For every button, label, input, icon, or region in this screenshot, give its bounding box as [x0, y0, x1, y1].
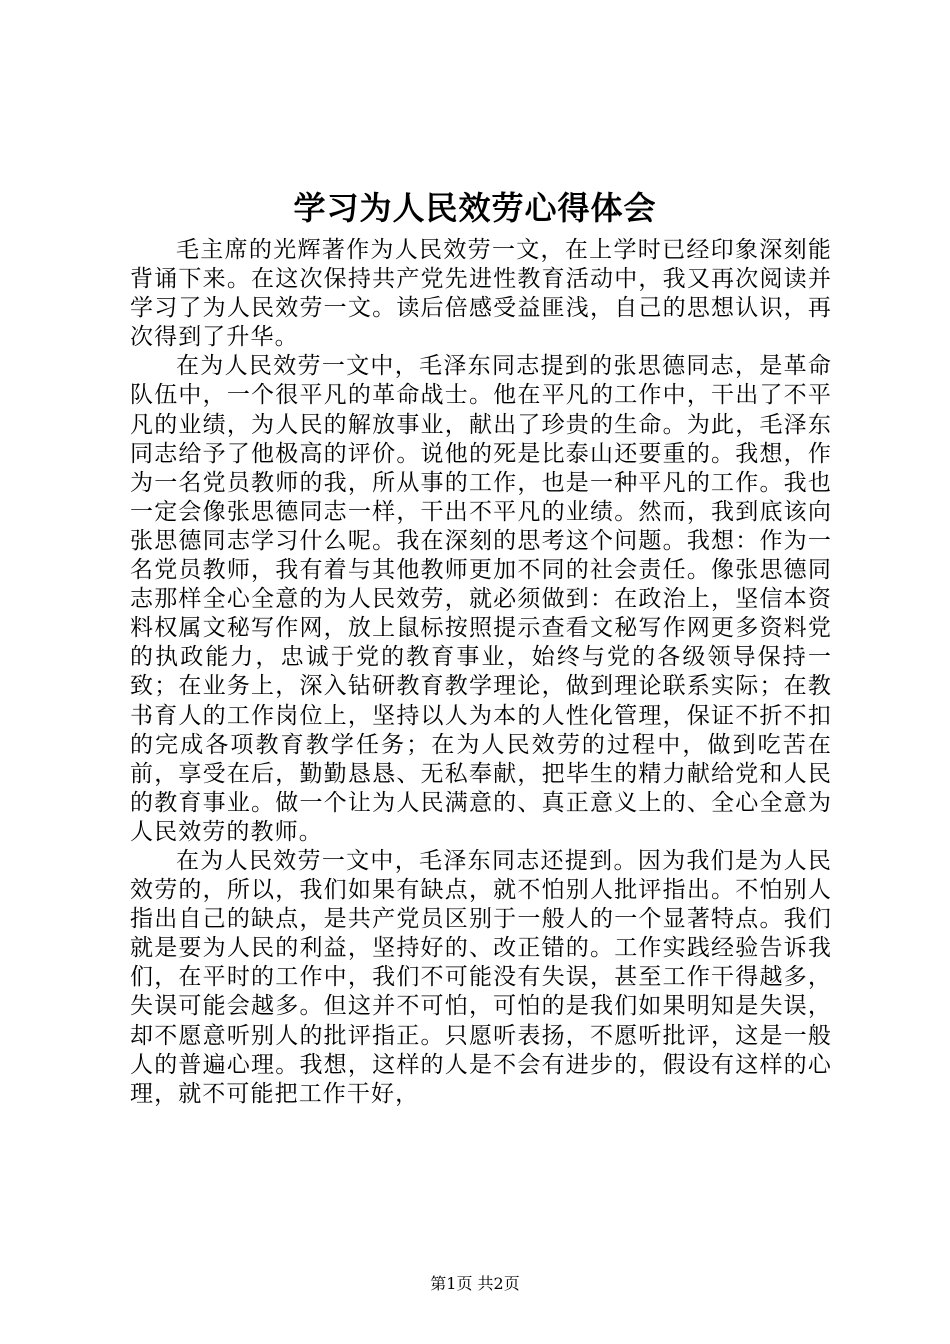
body-paragraph-1: 毛主席的光辉著作为人民效劳一文，在上学时已经印象深刻能背诵下来。在这次保持共产党先进性教育活动中，我又再次阅读并学习了为人民效劳一文。读后倍感受益匪浅，自己的思想认识，再次得到了升华。	[130, 237, 832, 351]
body-paragraph-2: 在为人民效劳一文中，毛泽东同志提到的张思德同志，是革命队伍中，一个很平凡的革命战士。他在平凡的工作中，干出了不平凡的业绩，为人民的解放事业，献出了珍贵的生命。为此，毛泽东同志给予了他极高的评价。说他的死是比泰山还要重的。我想，作为一名党员教师的我，所从事的工作，也是一种平凡的工作。我也一定会像张思德同志一样，干出不平凡的业绩。然而，我到底该向张思德同志学习什么呢。我在深刻的思考这个问题。我想：作为一名党员教师，我有着与其他教师更加不同的社会责任。像张思德同志那样全心全意的为人民效劳，就必须做到：在政治上，坚信本资料权属文秘写作网，放上鼠标按照提示查看文秘写作网更多资料党的执政能力，忠诚于党的教育事业，始终与党的各级领导保持一致；在业务上，深入钻研教育教学理论，做到理论联系实际；在教书育人的工作岗位上，坚持以人为本的人性化管理，保证不折不扣的完成各项教育教学任务；在为人民效劳的过程中，做到吃苦在前，享受在后，勤勤恳恳、无私奉献，把毕生的精力献给党和人民的教育事业。做一个让为人民满意的、真正意义上的、全心全意为人民效劳的教师。	[130, 353, 832, 845]
body-paragraph-3: 在为人民效劳一文中，毛泽东同志还提到。因为我们是为人民效劳的，所以，我们如果有缺点，就不怕别人批评指出。不怕别人指出自己的缺点，是共产党员区别于一般人的一个显著特点。我们就是要为人民的利益，坚持好的、改正错的。工作实践经验告诉我们，在平时的工作中，我们不可能没有失误，甚至工作干得越多，失误可能会越多。但这并不可怕，可怕的是我们如果明知是失误，却不愿意听别人的批评指正。只愿听表扬，不愿听批评，这是一般人的普遍心理。我想，这样的人是不会有进步的，假设有这样的心理，就不可能把工作干好，	[130, 847, 832, 1107]
document-title: 学习为人民效劳心得体会	[293, 189, 657, 227]
document-body	[130, 236, 832, 1109]
page-number-footer: 第1页 共2页	[430, 1274, 520, 1293]
